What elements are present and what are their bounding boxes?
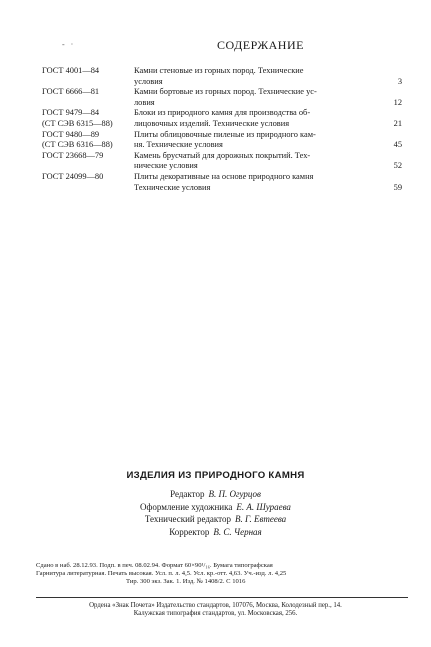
standard-title-line: ловия	[134, 97, 155, 107]
credit-role: Технический редактор	[144, 514, 231, 524]
printer-info	[0, 602, 431, 619]
imprint-line: Сдано в наб. 28.12.93. Подп. в печ. 08.02.94. Формат 60×90¹/₁₆. Бумага типографская	[36, 562, 273, 569]
credit-line	[0, 501, 431, 514]
gost-code	[42, 130, 134, 151]
imprint-line: Гарнитура литературная. Печать высокая. Усл. п. л. 4,5. Усл. кр.-отт. 4,63. Уч.-изд. л. 4,25	[36, 570, 287, 578]
page-number: 21	[393, 118, 402, 128]
gost-code	[42, 151, 134, 162]
standard-title	[134, 172, 380, 193]
gost-code-line: ГОСТ 24099—80	[42, 171, 104, 181]
credit-line	[0, 526, 431, 539]
gost-code-line: ГОСТ 9479—84	[42, 108, 100, 118]
gost-code	[42, 66, 134, 77]
printer-line: Калужская типография стандартов, ул. Московская, 256.	[133, 610, 298, 618]
divider	[36, 597, 408, 598]
page-number: 45	[393, 140, 402, 150]
standard-title-line: условия	[134, 76, 163, 86]
gost-code-line: ГОСТ 6666—81	[42, 87, 100, 97]
gost-code-line: ГОСТ 4001—84	[42, 66, 100, 75]
standard-title-line: Плиты декоративные на основе природного камня	[134, 171, 314, 181]
standard-title-line: ня. Технические условия	[134, 140, 223, 150]
toc-entry	[42, 172, 402, 193]
gost-code	[42, 87, 134, 98]
credit-role: Редактор	[170, 489, 205, 499]
credit-person: В. П. Огурцов	[208, 489, 261, 499]
table-of-contents	[42, 66, 402, 193]
credit-person: В. С. Черная	[213, 526, 262, 537]
standard-title-line: Плиты облицовочные пиленые из природного кам-	[134, 129, 316, 139]
standard-title-line: нические условия	[134, 161, 198, 171]
toc-entry	[42, 108, 402, 129]
imprint-line: Тир. 300 экз. Зак. 1. Изд. № 1408/2. С 1016	[126, 578, 246, 586]
book-title: ИЗДЕЛИЯ ИЗ ПРИРОДНОГО КАМНЯ	[126, 470, 305, 481]
credit-person: В. Г. Евтеева	[235, 514, 287, 524]
page-number: 3	[397, 76, 402, 86]
credit-role: Оформление художника	[140, 501, 233, 512]
standard-title	[134, 151, 380, 172]
gost-code-line: (СТ СЭВ 6315—88)	[42, 118, 113, 128]
standard-title	[134, 87, 380, 108]
credits-block	[0, 488, 431, 538]
toc-entry	[42, 66, 402, 87]
credit-person: Е. А. Шураева	[236, 501, 291, 512]
standard-title-line: Камни бортовые из горных пород. Технические ус-	[134, 87, 317, 97]
printer-line: Ордена «Знак Почета» Издательство стандартов, 107076, Москва, Колодезный пер., 14.	[89, 602, 342, 609]
gost-code-line: ГОСТ 23668—79	[42, 150, 104, 160]
standard-title	[134, 66, 380, 87]
standard-title	[134, 130, 380, 151]
page-number: 52	[393, 161, 402, 171]
toc-entry	[42, 151, 402, 172]
credit-role: Корректор	[169, 526, 210, 537]
page-title: СОДЕРЖАНИЕ	[217, 38, 304, 52]
imprint-block	[36, 562, 408, 587]
page-number: 12	[393, 97, 402, 107]
toc-entry	[42, 130, 402, 151]
credit-line	[0, 488, 431, 501]
standard-title-line: Технические условия	[134, 182, 211, 192]
toc-entry	[42, 87, 402, 108]
page-number: 59	[393, 182, 402, 192]
gost-code-line: (СТ СЭВ 6316—88)	[42, 140, 113, 150]
corner-marks: - ·	[62, 40, 76, 49]
standard-title-line: Камень брусчатый для дорожных покрытий. Тех-	[134, 150, 311, 160]
standard-title-line: Камни стеновые из горных пород. Технические	[134, 66, 304, 75]
credit-line	[0, 513, 431, 526]
gost-code	[42, 108, 134, 129]
standard-title	[134, 108, 380, 129]
gost-code-line: ГОСТ 9480—89	[42, 129, 100, 139]
standard-title-line: Блоки из природного камня для производства об-	[134, 108, 311, 118]
gost-code	[42, 172, 134, 183]
standard-title-line: лицовочных изделий. Технические условия	[134, 118, 290, 128]
